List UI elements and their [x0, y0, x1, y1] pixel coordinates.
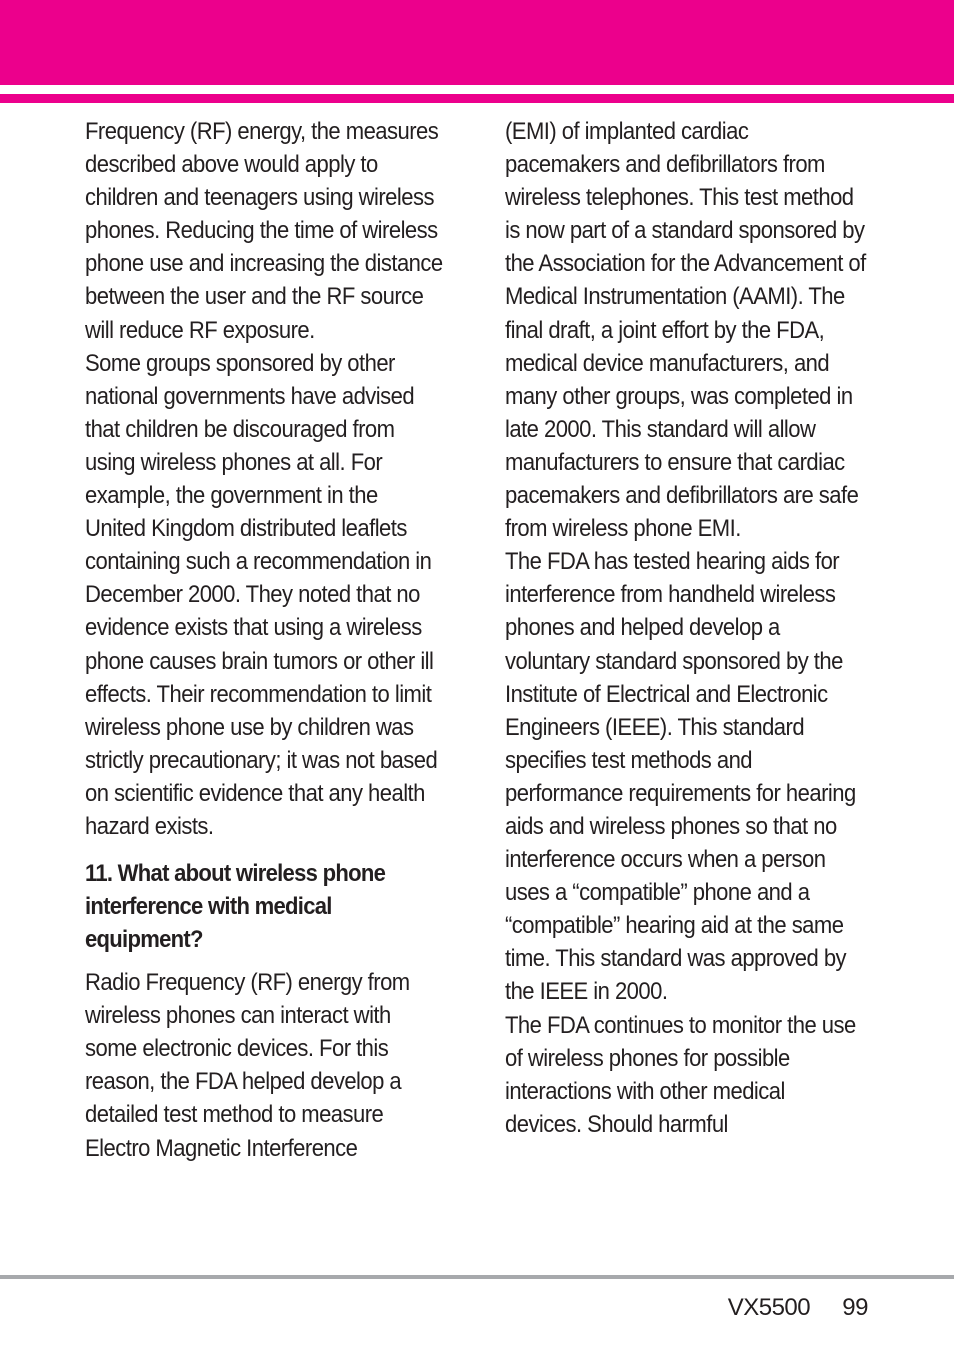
left-paragraph-2: Some groups sponsored by other national governments have advised that children be discouraged from using wireless phones at all. For example, the government in the United Kingdom distributed leaflets containing such a recommendation in December 2000. They noted that no evidence exists that using a wireless phone causes brain tumors or other ill effects. Their recommendation to limit wireless phone use by children was strictly precautionary; it was not based on scientific evidence that any health hazard exists. — [85, 349, 438, 840]
header-rule — [0, 94, 954, 103]
right-paragraph-3: The FDA continues to monitor the use of wireless phones for possible interactions with other medical devices. Should harmful — [505, 1011, 856, 1138]
header-band — [0, 0, 954, 85]
right-column — [505, 115, 867, 1141]
left-column — [85, 115, 443, 1165]
left-paragraph-3: Radio Frequency (RF) energy from wireless phones can interact with some electronic devices. For this reason, the FDA helped develop a detailed test method to measure Electro Magnetic Interference — [85, 969, 410, 1162]
left-paragraph-1: Frequency (RF) energy, the measures described above would apply to children and teenagers using wireless phones. Reducing the time of wireless phone use and increasing the distance between the user and the RF source will reduce RF exposure. — [85, 118, 443, 344]
page-footer — [728, 1292, 868, 1324]
right-paragraph-2: The FDA has tested hearing aids for interference from handheld wireless phones and helped develop a voluntary standard sponsored by the Institute of Electrical and Electronic Engineers (IEEE). This standard specifies test methods and performance requirements for hearing aids and wireless phones so that no interference occurs when a person uses a “compatible” phone and a “compatible” hearing aid at the same time. This standard was approved by the IEEE in 2000. — [505, 548, 856, 1006]
right-paragraph-1: (EMI) of implanted cardiac pacemakers and defibrillators from wireless telephones. This test method is now part of a standard sponsored by the Association for the Advancement of Medical Instrumentation (AAMI). The final draft, a joint effort by the FDA, medical device manufacturers, and many other groups, was completed in late 2000. This standard will allow manufacturers to ensure that cardiac pacemakers and defibrillators are safe from wireless phone EMI. — [505, 118, 866, 543]
model-name: VX5500 — [727, 1294, 811, 1321]
footer-rule — [0, 1275, 954, 1279]
page-number: 99 — [842, 1294, 868, 1321]
section-heading: 11. What about wireless phone interference with medical equipment? — [85, 860, 386, 954]
